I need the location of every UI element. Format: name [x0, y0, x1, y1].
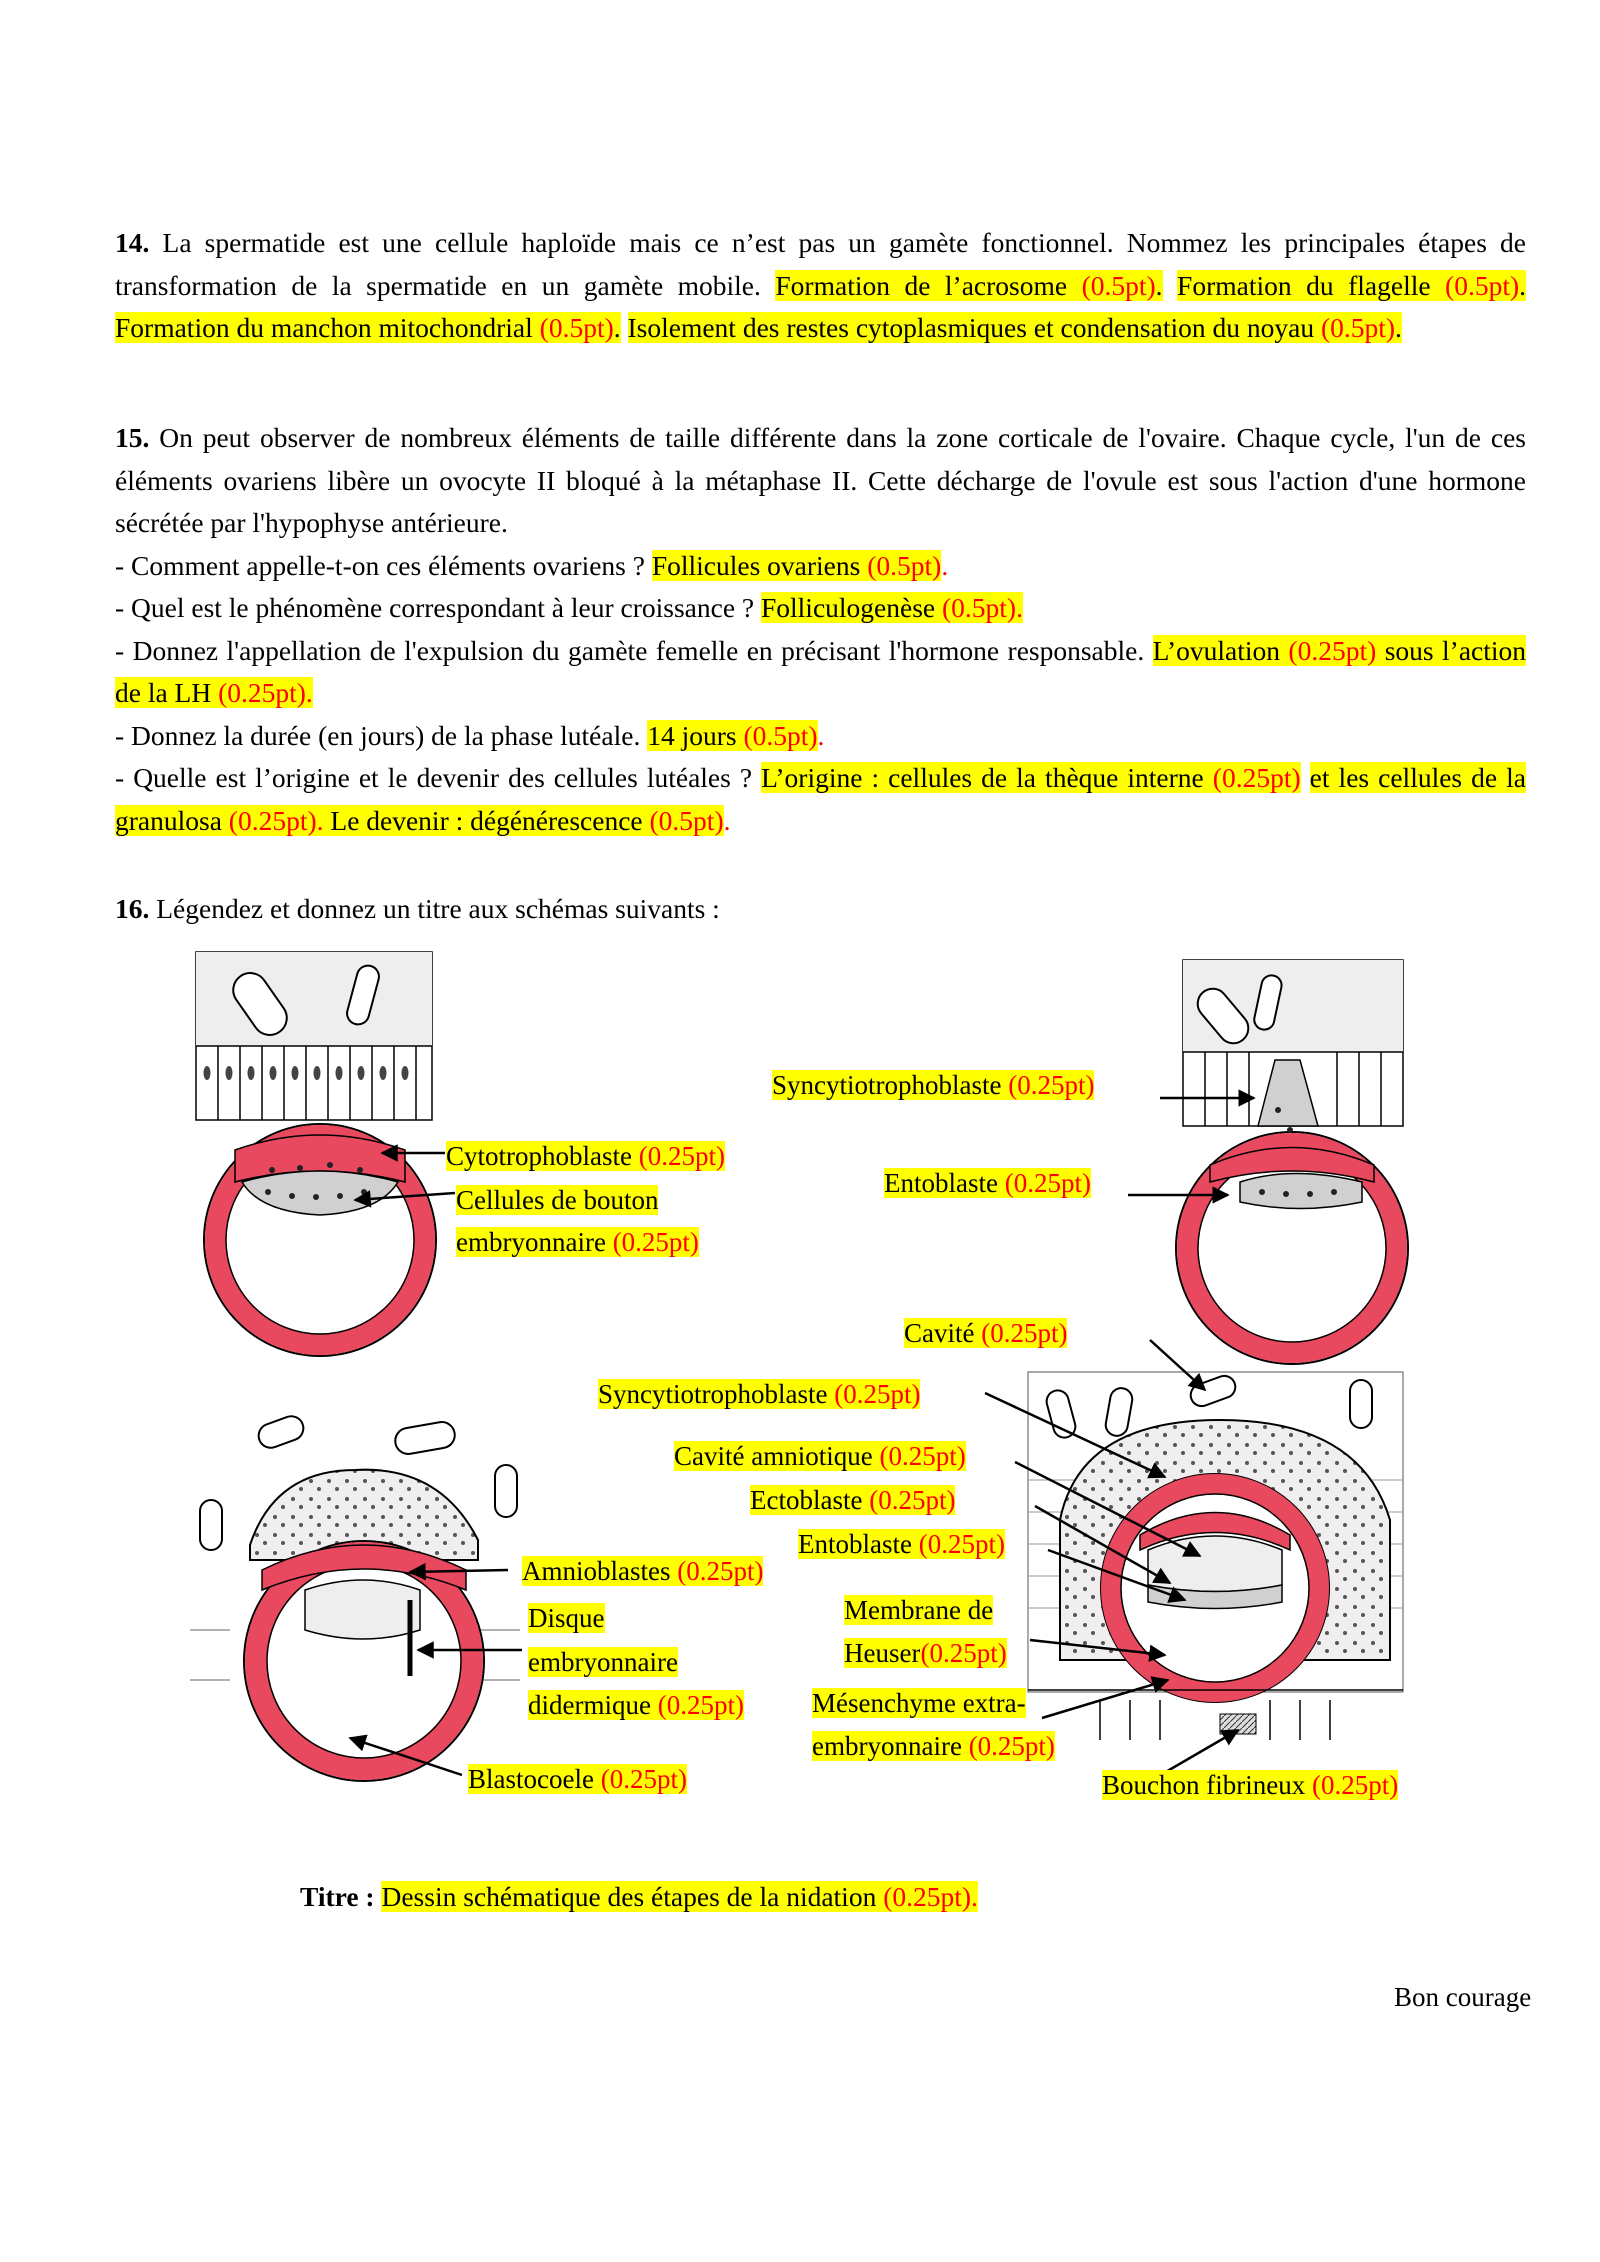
label-ectoblaste: Ectoblaste (0.25pt): [750, 1485, 956, 1515]
answer-14-jours: 14 jours (0.5pt): [647, 719, 818, 751]
stage-2-attachment: [1176, 960, 1408, 1364]
label-cavite: Cavité (0.25pt): [904, 1318, 1068, 1348]
label-entoblaste-2: Entoblaste (0.25pt): [798, 1529, 1005, 1559]
question-number: 16.: [115, 893, 150, 924]
label-syncytiotrophoblaste-2: Syncytiotrophoblaste (0.25pt): [598, 1379, 921, 1409]
label-cellules-bouton-2: embryonnaire (0.25pt): [456, 1227, 699, 1257]
question-15: 15. On peut observer de nombreux éléments de taille différente dans la zone corticale de l'ovaire. Chaque cycle, l'un de ces éléments ovariens libère un ovocyte II bloqué à la métaphase II. Cette décharge de l'ovule est sous l'action d'une hormone sécrétée par l'hypophyse antérieure. - Comment appelle-t-on ces éléments ovariens ? Follicules ovariens (0.5pt). - Quel est le phénomène correspondant à leur croissance ? Folliculogenèse (0.5pt). - Donnez l'appellation de l'expulsion du gamète femelle en précisant l'hormone responsable. L’ovulation (0.25pt) sous l’action de la LH (0.25pt). - Donnez la durée (en jours) de la phase lutéale. 14 jours (0.5pt). - Quelle est l’origine et le devenir des cellules lutéales ? L’origine : cellules de la thèque interne (0.25pt) et les cellules de la granulosa (0.25pt). Le devenir : dégénérescence (0.5pt).: [115, 422, 1527, 836]
label-syncytiotrophoblaste-1: Syncytiotrophoblaste (0.25pt): [772, 1070, 1095, 1100]
label-blastocoele: Blastocoele (0.25pt): [468, 1764, 687, 1794]
figure-title: Titre : Dessin schématique des étapes de la nidation (0.25pt).: [300, 1881, 978, 1912]
label-membrane-heuser: Membrane de: [844, 1595, 994, 1625]
question-number: 14.: [115, 227, 150, 258]
label-disque-2: embryonnaire: [528, 1647, 678, 1677]
label-cellules-bouton: Cellules de bouton: [456, 1185, 659, 1215]
closing-text: Bon courage: [1394, 1982, 1532, 2012]
label-cytotrophoblaste: Cytotrophoblaste (0.25pt): [446, 1141, 725, 1171]
stage-3-didermic: [190, 1413, 520, 1781]
label-amnioblastes: Amnioblastes (0.25pt): [522, 1556, 764, 1586]
question-number: 15.: [115, 422, 150, 453]
label-mesenchyme: Mésenchyme extra-: [812, 1688, 1026, 1718]
answer-acrosome: Formation de l’acrosome (0.5pt).: [775, 269, 1163, 301]
label-mesenchyme-2: embryonnaire (0.25pt): [812, 1731, 1055, 1761]
stage-4-implanted: [1028, 1372, 1403, 1740]
answer-follicules: Follicules ovariens (0.5pt): [651, 549, 942, 581]
answer-isolement: Isolement des restes cytoplasmiques et condensation du noyau (0.5pt).: [627, 312, 1402, 343]
label-cavite-amniotique: Cavité amniotique (0.25pt): [674, 1441, 966, 1471]
question-14: 14. La spermatide est une cellule haploïde mais ce n’est pas un gamète fonctionnel. Nommez les principales étapes de transformation de la spermatide en un gamète mobile. Formation de l’acrosome (0.5pt). Formation du flagelle (0.5pt). Formation du manchon mitochondrial (0.5pt). Isolement des restes cytoplasmiques et condensation du noyau (0.5pt).: [115, 227, 1527, 343]
answer-luteales: L’origine : cellules de la thèque interne (0.25pt): [761, 762, 1301, 793]
label-entoblaste-1: Entoblaste (0.25pt): [884, 1168, 1091, 1198]
label-disque: Disque: [528, 1603, 605, 1633]
question-16: 16. Légendez et donnez un titre aux schémas suivants :: [115, 893, 720, 924]
answer-folliculogenese: Folliculogenèse (0.5pt).: [760, 592, 1023, 623]
answer-manchon: Formation du manchon mitochondrial (0.5pt).: [115, 312, 621, 343]
answer-ovulation: L’ovulation (0.25pt) sous l’action de la LH (0.25pt).: [115, 634, 1527, 708]
label-membrane-heuser-2: Heuser(0.25pt): [844, 1638, 1007, 1668]
answer-flagelle: Formation du flagelle (0.5pt).: [1177, 269, 1527, 301]
label-bouchon-fibrineux: Bouchon fibrineux (0.25pt): [1102, 1770, 1399, 1800]
label-disque-3: didermique (0.25pt): [528, 1690, 744, 1720]
